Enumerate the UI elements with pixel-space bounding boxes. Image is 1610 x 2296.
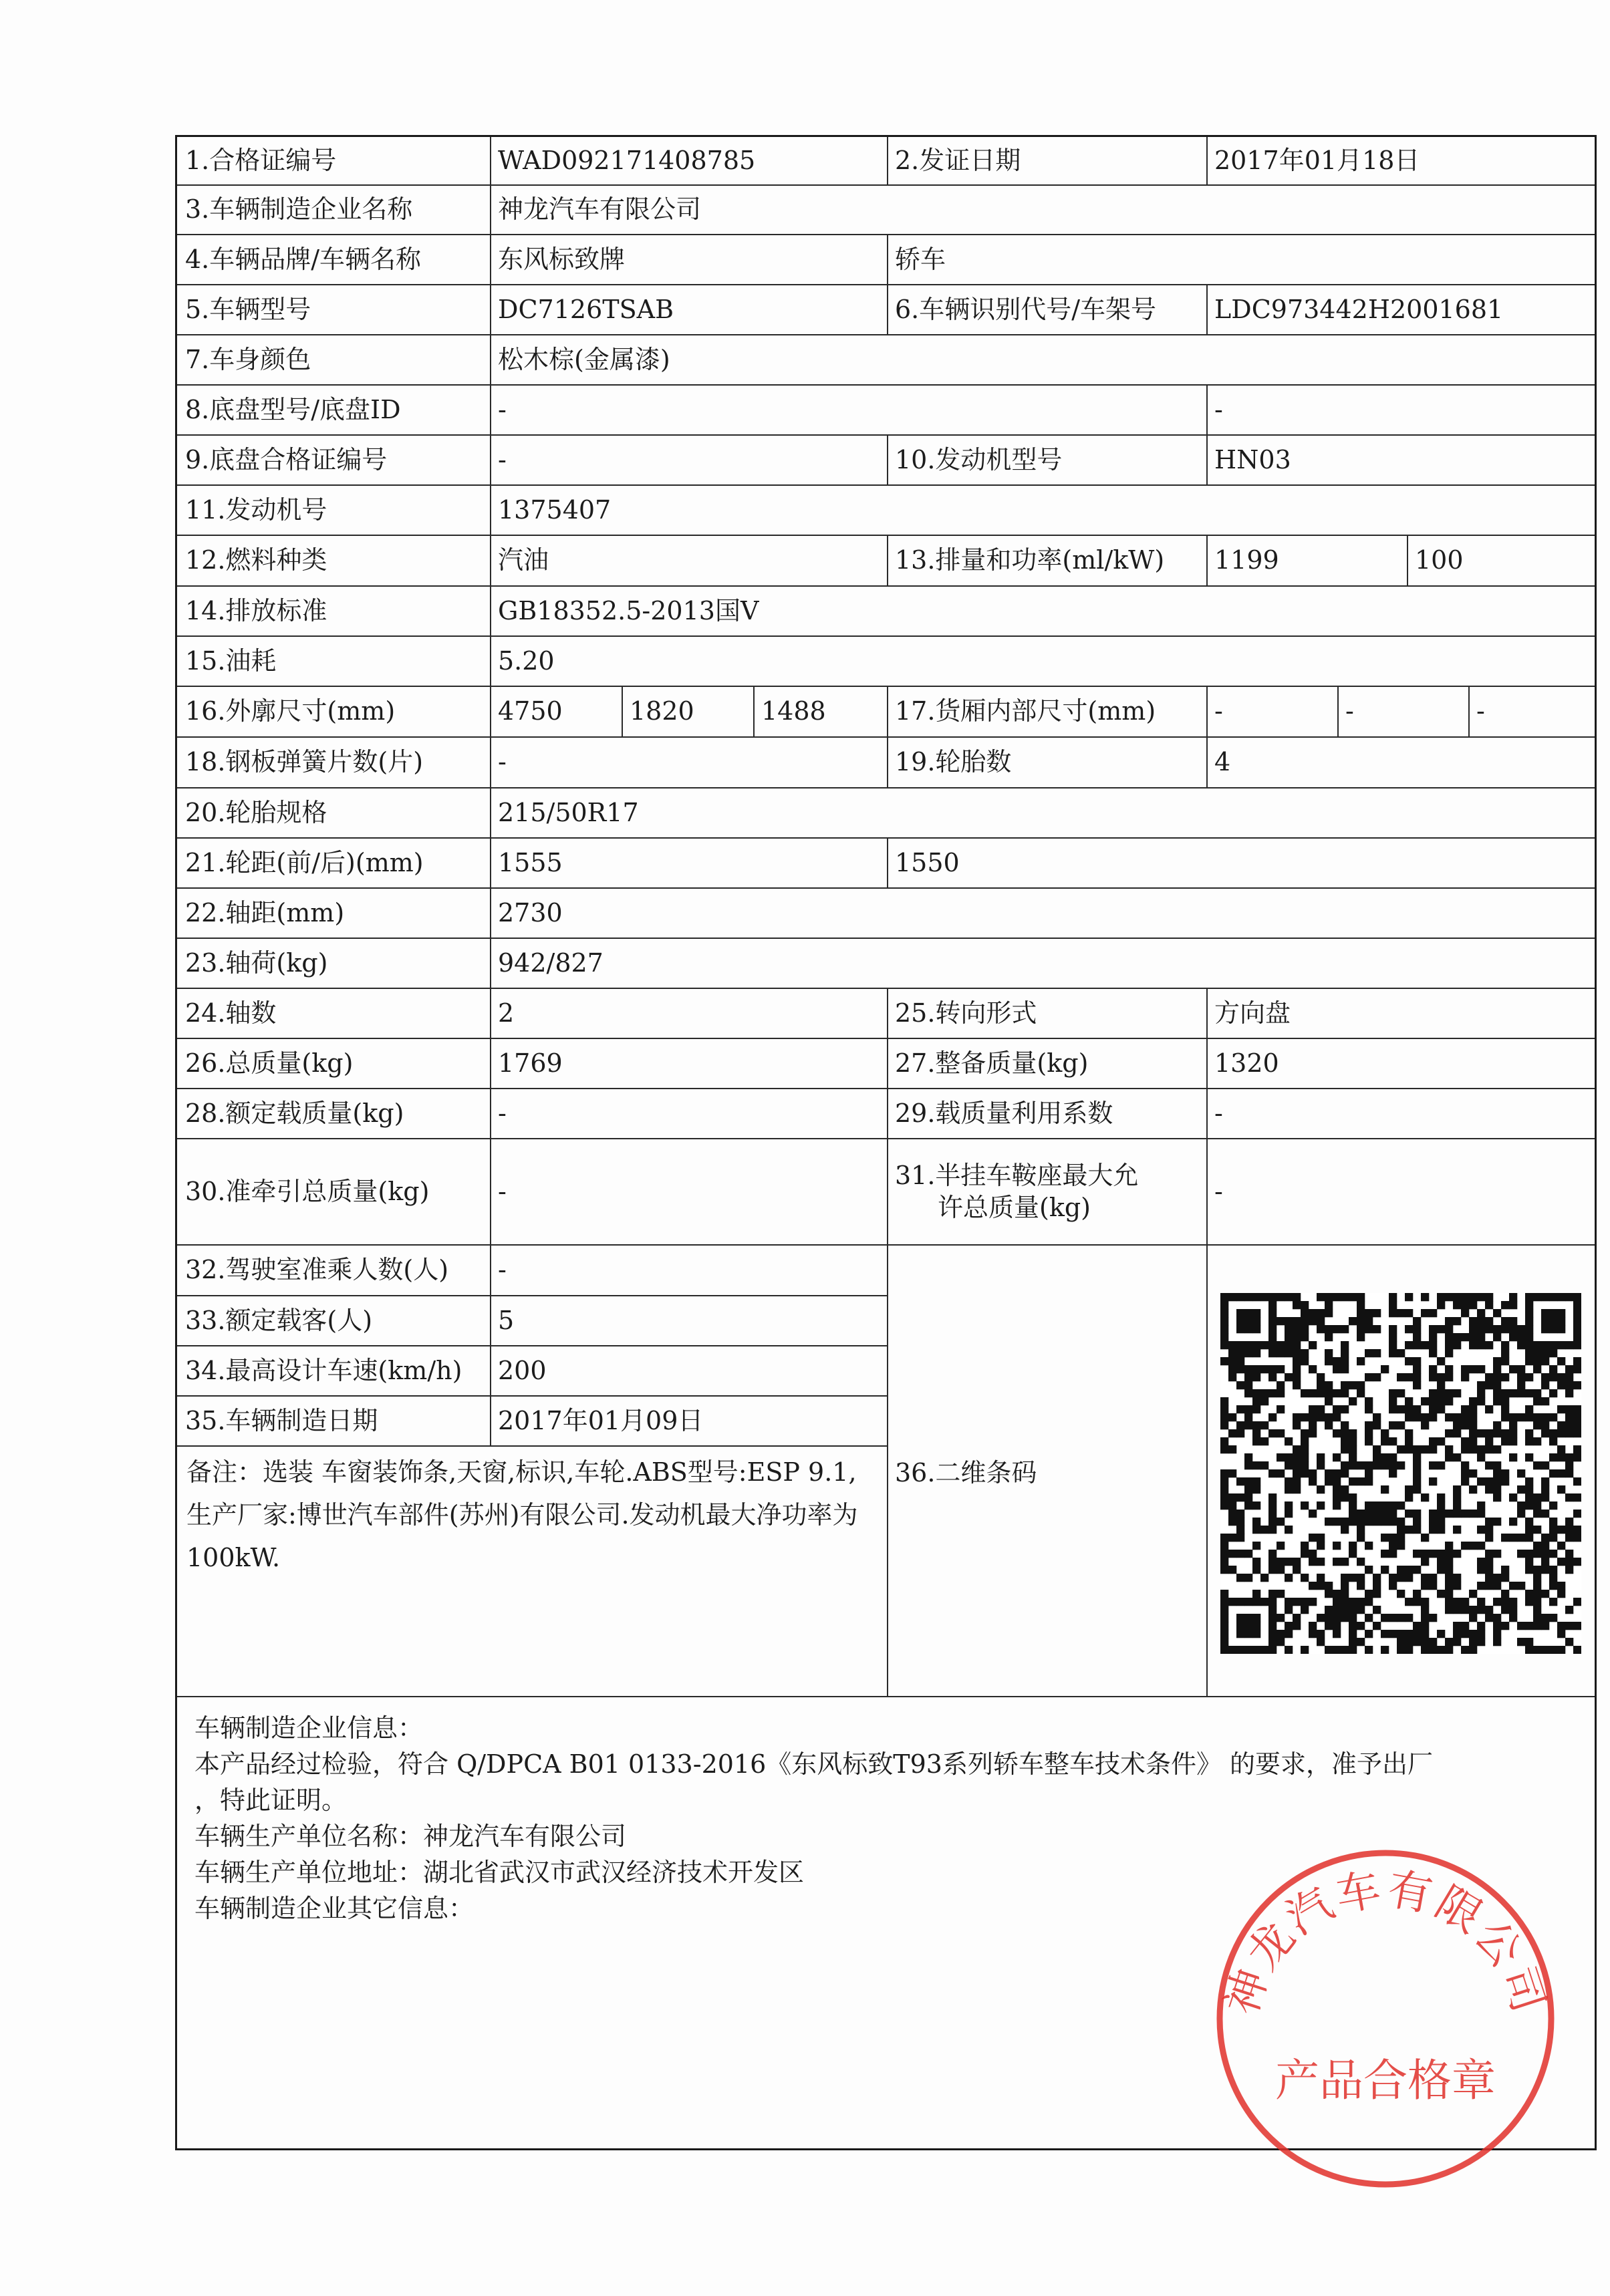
field-13-displacement: 1199 [1214, 545, 1279, 575]
field-14-value: GB18352.5-2013国Ⅴ [498, 595, 759, 625]
row-16 [177, 687, 1595, 738]
field-31-label-line2: 许总质量(kg) [938, 1192, 1091, 1222]
field-35-label: 35.车辆制造日期 [185, 1405, 378, 1435]
field-21-label: 21.轮距(前/后)(mm) [185, 847, 424, 877]
field-8-id: - [1214, 394, 1223, 424]
field-30-value: - [498, 1176, 507, 1206]
field-21-rear: 1550 [895, 847, 960, 877]
row-7 [177, 335, 1595, 386]
enterprise-title: 车辆制造企业信息： [194, 1713, 424, 1743]
field-16-length: 4750 [498, 696, 563, 726]
field-33-label: 33.额定载客(人) [185, 1305, 373, 1335]
field-28-label: 28.额定载质量(kg) [185, 1098, 404, 1128]
field-5-value: DC7126TSAB [498, 294, 674, 324]
field-9-label: 9.底盘合格证编号 [185, 444, 388, 474]
field-10-label: 10.发动机型号 [895, 444, 1063, 474]
field-26-value: 1769 [498, 1048, 563, 1078]
field-1-value: WAD092171408785 [498, 145, 756, 175]
field-19-value: 4 [1214, 747, 1231, 777]
field-31-value: - [1214, 1176, 1223, 1206]
field-22-value: 2730 [498, 897, 563, 927]
row-21 [177, 839, 1595, 889]
field-23-label: 23.轴荷(kg) [185, 948, 328, 978]
field-8-model: - [498, 394, 507, 424]
row-28 [177, 1089, 1595, 1139]
field-24-value: 2 [498, 998, 515, 1028]
field-2-label: 2.发证日期 [895, 145, 1021, 175]
row-5 [177, 285, 1595, 335]
field-10-value: HN03 [1214, 444, 1291, 474]
field-34-value: 200 [498, 1355, 547, 1385]
company-seal-stamp [1208, 1842, 1563, 2196]
field-34-label: 34.最高设计车速(km/h) [185, 1355, 462, 1385]
field-12-value: 汽油 [498, 545, 549, 575]
field-13-power: 100 [1415, 545, 1464, 575]
row-14 [177, 587, 1595, 637]
field-26-label: 26.总质量(kg) [185, 1048, 354, 1078]
field-22-label: 22.轴距(mm) [185, 897, 345, 927]
row-32 [177, 1246, 887, 1296]
field-30-label: 30.准牵引总质量(kg) [185, 1176, 430, 1206]
row-15 [177, 637, 1595, 687]
field-17-height: - [1476, 696, 1485, 726]
field-7-label: 7.车身颜色 [185, 344, 311, 374]
field-16-height: 1488 [761, 696, 826, 726]
field-4-brand: 东风标致牌 [498, 244, 626, 274]
field-8-label: 8.底盘型号/底盘ID [185, 394, 401, 424]
row-20 [177, 788, 1595, 839]
field-6-label: 6.车辆识别代号/车架号 [895, 294, 1157, 324]
field-29-label: 29.载质量利用系数 [895, 1098, 1113, 1128]
field-18-value: - [498, 747, 507, 777]
field-33-value: 5 [498, 1305, 515, 1335]
field-27-value: 1320 [1214, 1048, 1279, 1078]
row-12 [177, 536, 1595, 587]
other-info-label: 车辆制造企业其它信息： [194, 1894, 475, 1923]
field-2-value: 2017年01月18日 [1214, 145, 1420, 175]
row-23 [177, 939, 1595, 989]
row-1 [177, 137, 1595, 186]
field-23-value: 942/827 [498, 948, 603, 978]
row-4 [177, 235, 1595, 285]
enterprise-statement-line2: ，特此证明。 [194, 1785, 348, 1815]
remarks: 备注：选装 车窗装饰条,天窗,标识,车轮.ABS型号:ESP 9.1,生产厂家:博世汽车部件(苏州)有限公司.发动机最大净功率为100kW. [186, 1457, 858, 1572]
field-31-label [887, 1139, 1206, 1244]
field-11-label: 11.发动机号 [185, 494, 327, 525]
enterprise-divider [177, 1696, 1595, 1697]
field-3-label: 3.车辆制造企业名称 [185, 194, 413, 225]
address-value: 湖北省武汉市武汉经济技术开发区 [423, 1858, 805, 1887]
producer-line [194, 1816, 626, 1852]
address-line [194, 1852, 804, 1888]
row-18 [177, 738, 1595, 788]
row-35 [177, 1397, 887, 1447]
field-32-label: 32.驾驶室准乘人数(人) [185, 1255, 449, 1285]
seal-company-path: 神龙汽车有限公司 [1215, 1862, 1556, 2021]
row-22 [177, 889, 1595, 939]
address-label: 车辆生产单位地址： [194, 1858, 424, 1887]
row-26 [177, 1039, 1595, 1089]
row-24 [177, 989, 1595, 1039]
row-8 [177, 386, 1595, 436]
row-34 [177, 1346, 887, 1397]
field-16-width: 1820 [630, 696, 694, 726]
field-14-label: 14.排放标准 [185, 595, 327, 625]
field-3-value: 神龙汽车有限公司 [498, 194, 702, 225]
field-17-length: - [1214, 696, 1223, 726]
field-15-label: 15.油耗 [185, 645, 277, 676]
enterprise-statement-line1: 本产品经过检验，符合 Q/DPCA B01 0133-2016《东风标致T93系列轿车整车技术条件》 的要求，准予出厂 [194, 1749, 1434, 1779]
producer-label: 车辆生产单位名称： [194, 1822, 424, 1851]
field-31-label-line1: 31.半挂车鞍座最大允 [895, 1161, 1139, 1190]
field-36-label: 36.二维条码 [895, 1458, 1037, 1488]
row-33 [177, 1296, 887, 1346]
field-25-label: 25.转向形式 [895, 998, 1037, 1028]
field-11-value: 1375407 [498, 494, 612, 525]
field-24-label: 24.轴数 [185, 998, 277, 1028]
row-3 [177, 186, 1595, 235]
field-27-label: 27.整备质量(kg) [895, 1048, 1089, 1078]
field-17-width: - [1345, 696, 1354, 726]
field-12-label: 12.燃料种类 [185, 545, 327, 575]
qr-code-icon [1220, 1293, 1581, 1654]
field-5-label: 5.车辆型号 [185, 294, 311, 324]
field-13-label: 13.排量和功率(ml/kW) [895, 545, 1165, 575]
seal-subtitle: 产品合格章 [1275, 2055, 1496, 2106]
field-16-label: 16.外廓尺寸(mm) [185, 696, 396, 726]
row-9 [177, 436, 1595, 486]
field-6-value: LDC973442H2001681 [1214, 294, 1504, 324]
field-28-value: - [498, 1098, 507, 1128]
field-17-label: 17.货厢内部尺寸(mm) [895, 696, 1156, 726]
field-21-front: 1555 [498, 847, 563, 877]
field-35-value: 2017年01月09日 [498, 1405, 704, 1435]
field-9-value: - [498, 444, 507, 474]
field-1-label: 1.合格证编号 [185, 145, 337, 175]
field-4-name: 轿车 [895, 244, 946, 274]
field-20-label: 20.轮胎规格 [185, 797, 327, 827]
field-20-value: 215/50R17 [498, 797, 639, 827]
field-19-label: 19.轮胎数 [895, 747, 1012, 777]
field-29-value: - [1214, 1098, 1223, 1128]
producer-name: 神龙汽车有限公司 [423, 1822, 627, 1851]
field-15-value: 5.20 [498, 645, 555, 676]
field-7-value: 松木棕(金属漆) [498, 344, 670, 374]
field-4-label: 4.车辆品牌/车辆名称 [185, 244, 422, 274]
field-32-value: - [498, 1255, 507, 1285]
seal-company-text [1216, 1863, 1556, 2021]
row-30 [177, 1139, 1595, 1246]
field-18-label: 18.钢板弹簧片数(片) [185, 747, 424, 777]
field-25-value: 方向盘 [1214, 998, 1291, 1028]
row-11 [177, 486, 1595, 536]
